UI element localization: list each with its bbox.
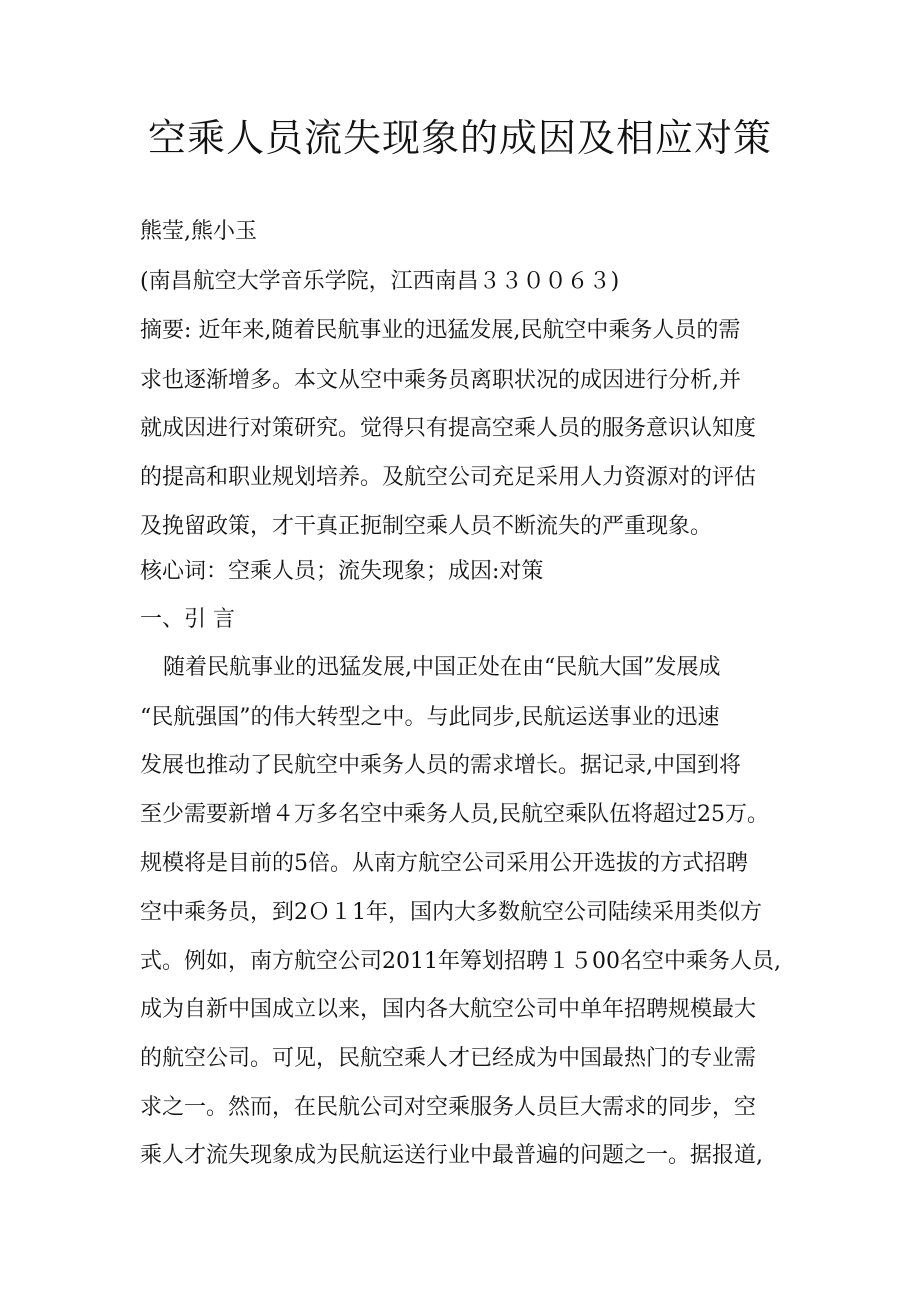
affiliation-line: (南昌航空大学音乐学院，江西南昌３３００６３) [140, 269, 620, 294]
body-line: 至少需要新增４万多名空中乘务人员,民航空乘队伍将超过25万。 [140, 802, 769, 827]
abstract-line: 的提高和职业规划培养。及航空公司充足采用人力资源对的评估 [140, 465, 757, 490]
body-line: 式。例如，南方航空公司2011年筹划招聘１５00名空中乘务人员, [140, 949, 781, 974]
paper-title: 空乘人员流失现象的成因及相应对策 [147, 116, 772, 160]
section-heading: 一、引 言 [140, 607, 235, 632]
body-line: 空中乘务员，到2Ｏ１1年，国内大多数航空公司陆续采用类似方 [140, 900, 762, 925]
body-line: 规模将是目前的5倍。从南方航空公司采用公开选拔的方式招聘 [140, 851, 748, 876]
body-line: 的航空公司。可见，民航空乘人才已经成为中国最热门的专业需 [140, 1046, 757, 1071]
body-line: 随着民航事业的迅猛发展,中国正处在由“民航大国”发展成 [163, 655, 721, 680]
body-line: 求之一。然而，在民航公司对空乘服务人员巨大需求的同步，空 [140, 1095, 757, 1120]
author-line: 熊莹,熊小玉 [140, 219, 257, 244]
body-line: 发展也推动了民航空中乘务人员的需求增长。据记录,中国到将 [140, 753, 741, 778]
abstract-line: 摘要: 近年来,随着民航事业的迅猛发展,民航空中乘务人员的需 [140, 318, 741, 343]
abstract-line: 求也逐渐增多。本文从空中乘务员离职状况的成因进行分析,并 [140, 368, 741, 393]
abstract-line: 就成因进行对策研究。觉得只有提高空乘人员的服务意识认知度 [140, 416, 757, 441]
body-line: “民航强国”的伟大转型之中。与此同步,民航运送事业的迅速 [140, 705, 720, 730]
body-line: 乘人才流失现象成为民航运送行业中最普遍的问题之一。据报道, [140, 1143, 763, 1168]
keywords-line: 核心词：空乘人员；流失现象；成因:对策 [140, 559, 544, 584]
body-line: 成为自新中国成立以来，国内各大航空公司中单年招聘规模最大 [140, 997, 757, 1022]
abstract-line: 及挽留政策，才干真正扼制空乘人员不断流失的严重现象。 [140, 514, 713, 539]
